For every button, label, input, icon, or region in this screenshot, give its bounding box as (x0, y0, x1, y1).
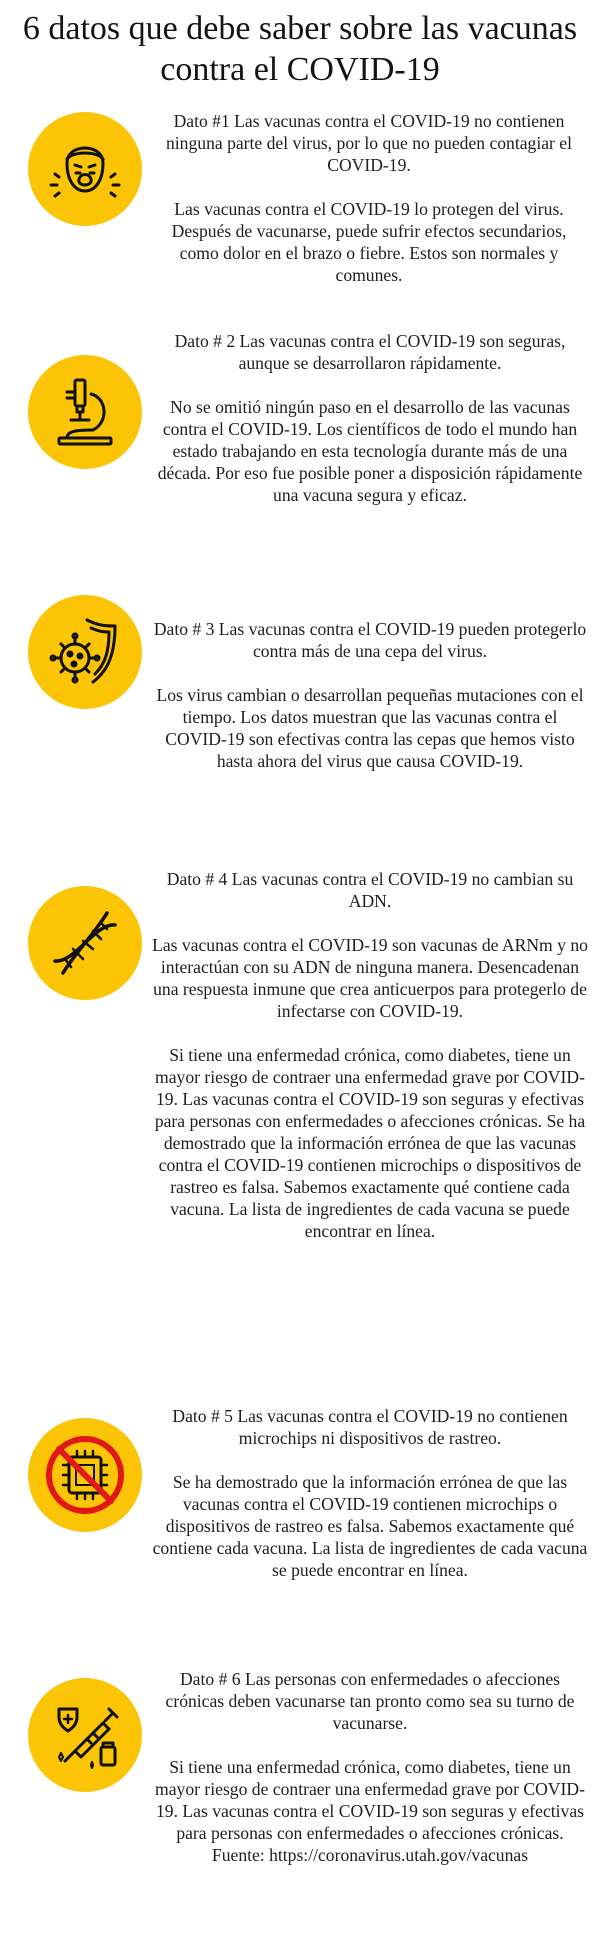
fact-heading: Dato # 3 Las vacunas contra el COVID-19 pueden protegerlo contra más de una cepa del virus. (153, 619, 587, 661)
no-microchip-icon (28, 1418, 142, 1532)
fact-paragraph: Si tiene una enfermedad crónica, como diabetes, tiene un mayor riesgo de contraer una enfermedad grave por COVID-19. Las vacunas contra el COVID-19 son seguras y efectivas para personas con enfermedades o afecciones crónicas. Se ha demostrado que la información errónea de que las vacunas contra el COVID-19 contienen microchips o dispositivos de rastreo es falsa. Sabemos exactamente qué contiene cada vacuna. La lista de ingredientes de cada vacuna se puede encontrar en línea. (154, 1045, 586, 1241)
fact-paragraph: Las vacunas contra el COVID-19 lo protegen del virus. Después de vacunarse, puede sufrir efectos secundarios, como dolor en el brazo o fiebre. Estos son normales y comunes. (171, 199, 567, 285)
fact-2 (150, 330, 590, 506)
fact-paragraph: Si tiene una enfermedad crónica, como diabetes, tiene un mayor riesgo de contraer una enfermedad grave por COVID-19. Las vacunas contra el COVID-19 son seguras y efectivas para personas con enfermedades o afecciones crónicas. (155, 1757, 585, 1843)
fact-1 (150, 110, 588, 286)
fact-4 (150, 868, 590, 1242)
fact-heading: Dato # 2 Las vacunas contra el COVID-19 son seguras, aunque se desarrollaron rápidamente. (174, 331, 566, 373)
fact-heading: Dato # 5 Las vacunas contra el COVID-19 no contienen microchips ni dispositivos de rastreo. (172, 1406, 568, 1448)
vaccine-syringe-icon (28, 1678, 142, 1792)
virus-shield-icon (28, 595, 142, 709)
fact-3 (150, 618, 590, 772)
fact-paragraph: No se omitió ningún paso en el desarrollo de las vacunas contra el COVID-19. Los científicos de todo el mundo han estado trabajando en esta tecnología durante más de una década. Por eso fue posible poner a disposición rápidamente una vacuna segura y eficaz. (157, 397, 583, 505)
sick-person-icon (28, 112, 142, 226)
source-line: Fuente: https://coronavirus.utah.gov/vacunas (211, 1845, 529, 1865)
microscope-icon (28, 355, 142, 469)
fact-heading: Dato # 4 Las vacunas contra el COVID-19 no cambian su ADN. (166, 869, 574, 911)
page-title: 6 datos que debe saber sobre las vacunas contra el COVID-19 (22, 10, 578, 88)
fact-paragraph: Las vacunas contra el COVID-19 son vacunas de ARNm y no interactúan con su ADN de ninguna manera. Desencadenan una respuesta inmune que crea anticuerpos para protegerlo de infectarse con COVID-19. (152, 935, 588, 1021)
fact-paragraph: Se ha demostrado que la información errónea de que las vacunas contra el COVID-19 contienen microchips o dispositivos de rastreo es falsa. Sabemos exactamente qué contiene cada vacuna. La lista de ingredientes de cada vacuna se puede encontrar en línea. (152, 1472, 588, 1580)
fact-heading: Dato #1 Las vacunas contra el COVID-19 no contienen ninguna parte del virus, por lo que no pueden contagiar el COVID-19. (166, 111, 572, 175)
fact-paragraph: Los virus cambian o desarrollan pequeñas mutaciones con el tiempo. Los datos muestran que las vacunas contra el COVID-19 son efectivas contra las cepas que hemos visto hasta ahora del virus que causa COVID-19. (156, 685, 584, 771)
dna-icon (28, 886, 142, 1000)
fact-6 (150, 1668, 590, 1866)
fact-heading: Dato # 6 Las personas con enfermedades o afecciones crónicas deben vacunarse tan pronto como sea su turno de vacunarse. (165, 1669, 575, 1733)
fact-5 (150, 1405, 590, 1581)
